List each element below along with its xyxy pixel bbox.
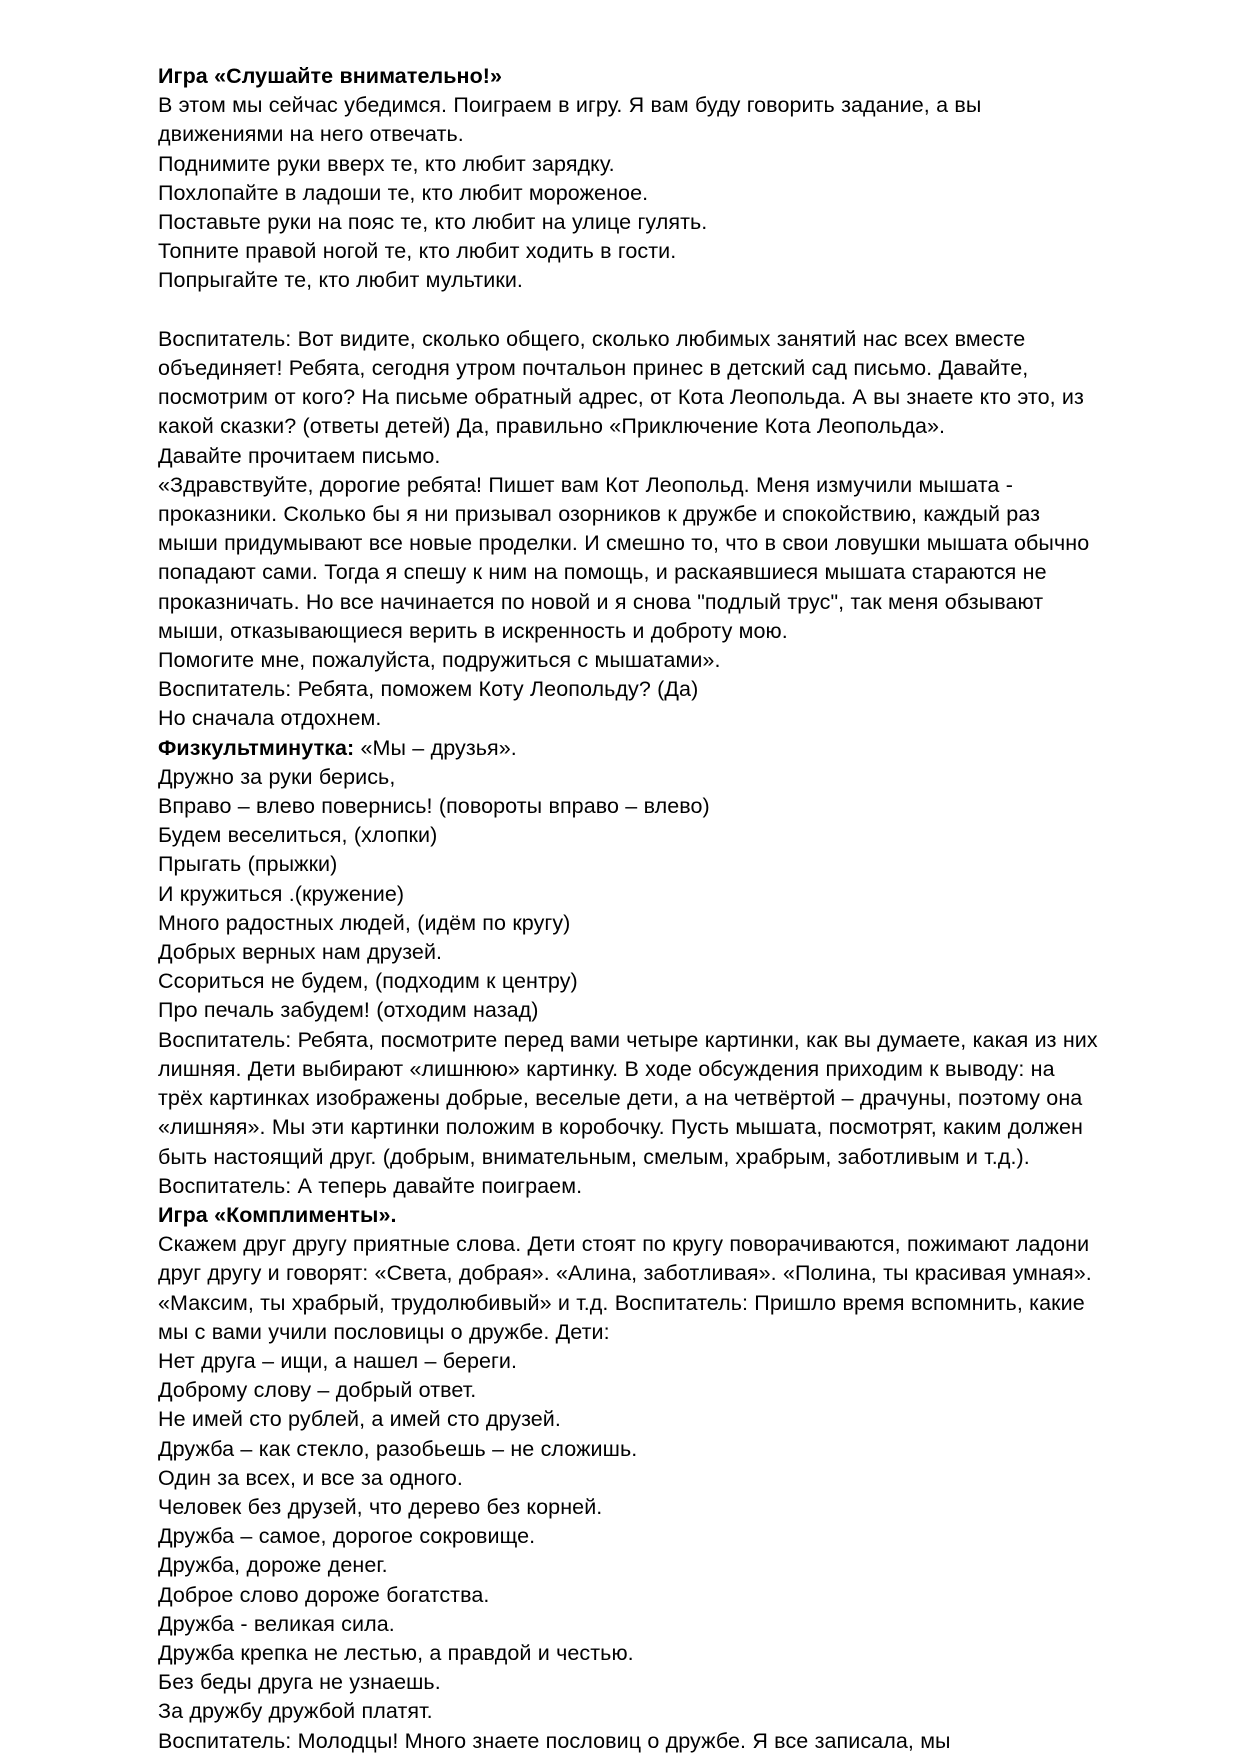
proverb-line-11: Дружба крепка не лестью, а правдой и честью. <box>158 1640 634 1665</box>
fiz-line-5: И кружиться .(кружение) <box>158 881 405 906</box>
instruction-line-raise-hands: Поднимите руки вверх те, кто любит зарядку. <box>158 151 615 176</box>
proverb-line-4: Дружба – как стекло, разобьешь – не сложишь. <box>158 1436 638 1461</box>
proverb-line-12: Без беды друга не узнаешь. <box>158 1670 441 1695</box>
proverb-line-9: Доброе слово дороже богатства. <box>158 1582 490 1607</box>
instruction-line-stomp-foot: Топните правой ногой те, кто любит ходить в гости. <box>158 239 677 264</box>
fizkultminutka-title: «Мы – друзья». <box>354 735 517 760</box>
paragraph-closing-cutoff: Воспитатель: Молодцы! Много знаете пословиц о дружбе. Я все записала, мы <box>158 1728 951 1753</box>
paragraph-letter-body: «Здравствуйте, дорогие ребята! Пишет вам Кот Леопольд. Меня измучили мышата - проказники. Сколько бы я ни призывал озорников к дружбе и спокойствию, каждый раз мыши придумывают все новые проделки. И смешно то, что в свои ловушки мышата обычно попадают сами. Тогда я спешу к ним на помощь, и раскаявшиеся мышата стараются не проказничать. Но все начинается по новой и я снова "подлый трус", так меня обзывают мыши, отказывающиеся верить в искренность и доброту мою. <box>158 472 1090 643</box>
instruction-line-clap-hands: Похлопайте в ладоши те, кто любит мороженое. <box>158 180 649 205</box>
proverb-line-13: За дружбу дружбой платят. <box>158 1699 433 1724</box>
paragraph-compliments-body: Скажем друг другу приятные слова. Дети стоят по кругу поворачиваются, пожимают ладони друг другу и говорят: «Света, добрая». «Алина, заботливая». «Полина, ты красивая умная». «Максим, ты храбрый, трудолюбивый» и т.д. Воспитатель: Пришло время вспомнить, какие мы с вами учили пословицы о дружбе. Дети: <box>158 1232 1092 1344</box>
fiz-line-9: Про печаль забудем! (отходим назад) <box>158 998 539 1023</box>
section-heading-fizkultminutka <box>158 734 1098 763</box>
proverb-line-6: Человек без друзей, что дерево без корней. <box>158 1494 603 1519</box>
fizkultminutka-label: Физкультминутка: <box>158 735 355 760</box>
fiz-line-3: Будем веселиться, (хлопки) <box>158 823 438 848</box>
paragraph-spacer <box>158 296 1098 325</box>
fiz-line-1: Дружно за руки берись, <box>158 764 396 789</box>
document-body <box>158 62 1098 1756</box>
fiz-line-8: Ссориться не будем, (подходим к центру) <box>158 969 578 994</box>
fiz-line-4: Прыгать (прыжки) <box>158 852 338 877</box>
paragraph-letter-closing: Помогите мне, пожалуйста, подружиться с мышатами». <box>158 648 721 673</box>
instruction-line-jump: Попрыгайте те, кто любит мультики. <box>158 268 523 293</box>
paragraph-listen-intro: В этом мы сейчас убедимся. Поиграем в игру. Я вам буду говорить задание, а вы движениями на него отвечать. <box>158 93 982 147</box>
paragraph-read-letter: Давайте прочитаем письмо. <box>158 443 441 468</box>
proverb-line-7: Дружба – самое, дорогое сокровище. <box>158 1524 536 1549</box>
paragraph-teacher-intro: Воспитатель: Вот видите, сколько общего, сколько любимых занятий нас всех вместе объединяет! Ребята, сегодня утром почтальон принес в детский сад письмо. Давайте, посмотрим от кого? На письме обратный адрес, от Кота Леопольда. А вы знаете кто это, из какой сказки? (ответы детей) Да, правильно «Приключение Кота Леопольда». <box>158 326 1084 439</box>
paragraph-four-pictures: Воспитатель: Ребята, посмотрите перед вами четыре картинки, как вы думаете, какая из них лишняя. Дети выбирают «лишнюю» картинку. В ходе обсуждения приходим к выводу: на трёх картинках изображены добрые, веселые дети, а на четвёртой – драчуны, поэтому она «лишняя». Мы эти картинки положим в коробочку. Пусть мышата, посмотрят, каким должен быть настоящий друг. (добрым, внимательным, смелым, храбрым, заботливым и т.д.). Воспитатель: А теперь давайте поиграем. <box>158 1027 1098 1198</box>
paragraph-rest-first: Но сначала отдохнем. <box>158 706 382 731</box>
proverb-line-3: Не имей сто рублей, а имей сто друзей. <box>158 1407 561 1432</box>
section-heading-game-listen: Игра «Слушайте внимательно!» <box>158 64 503 88</box>
fiz-line-2: Вправо – влево повернись! (повороты вправо – влево) <box>158 794 710 819</box>
section-heading-game-compliments: Игра «Комплименты». <box>158 1202 397 1227</box>
proverb-line-1: Нет друга – ищи, а нашел – береги. <box>158 1348 518 1373</box>
instruction-line-hands-on-waist: Поставьте руки на пояс те, кто любит на улице гулять. <box>158 210 708 235</box>
proverb-line-5: Один за всех, и все за одного. <box>158 1465 463 1490</box>
paragraph-teacher-help-question: Воспитатель: Ребята, поможем Коту Леопольду? (Да) <box>158 677 699 702</box>
proverb-line-8: Дружба, дороже денег. <box>158 1553 388 1578</box>
fiz-line-6: Много радостных людей, (идём по кругу) <box>158 910 571 935</box>
fiz-line-7: Добрых верных нам друзей. <box>158 940 443 965</box>
proverb-line-10: Дружба - великая сила. <box>158 1611 395 1636</box>
proverb-line-2: Доброму слову – добрый ответ. <box>158 1378 477 1403</box>
